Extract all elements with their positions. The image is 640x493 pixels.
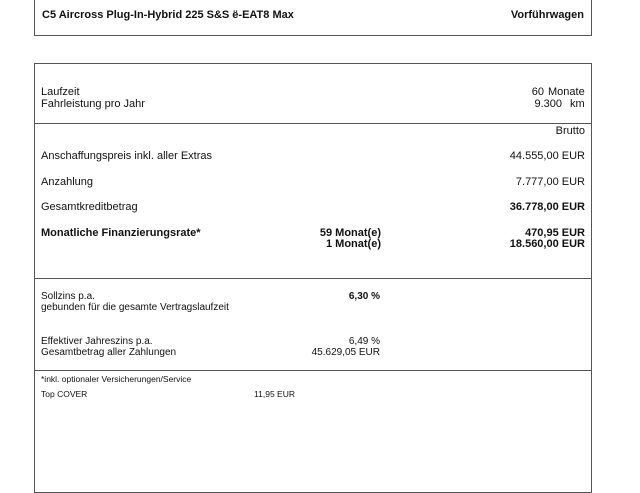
extras-item-label: Top COVER [41, 389, 88, 399]
brutto-header: Brutto [555, 125, 585, 137]
anschaffung-value: 44.555,00 EUR [509, 150, 585, 162]
gesamtbetrag-value: 45.629,05 EUR [311, 347, 380, 358]
gesamtkredit-value: 36.778,00 EUR [509, 201, 585, 213]
anzahlung-label: Anzahlung [41, 176, 93, 188]
sollzins-label: Sollzins p.a. [41, 291, 95, 302]
model-title: C5 Aircross Plug-In-Hybrid 225 S&S ë-EAT8 Max [42, 9, 294, 21]
rate-2-value: 18.560,00 EUR [509, 238, 585, 250]
fahrleistung-label: Fahrleistung pro Jahr [41, 98, 145, 110]
fahrleistung-unit: km [570, 98, 585, 110]
anschaffung-label: Anschaffungspreis inkl. aller Extras [41, 150, 212, 162]
gesamtbetrag-label: Gesamtbetrag aller Zahlungen [41, 347, 177, 358]
rate-label: Monatliche Finanzierungsrate* [41, 227, 201, 239]
divider-1 [34, 123, 592, 124]
divider-3 [34, 370, 592, 371]
rate-1-value: 470,95 EUR [525, 227, 585, 239]
rate-2-months: 1 Monat(e) [326, 238, 381, 250]
extras-item-value: 11,95 EUR [254, 389, 295, 399]
anzahlung-value: 7.777,00 EUR [515, 176, 585, 188]
effektiv-label: Effektiver Jahreszins p.a. [41, 336, 153, 347]
laufzeit-unit: Monate [548, 86, 585, 98]
laufzeit-label: Laufzeit [41, 86, 80, 98]
sollzins-note: gebunden für die gesamte Vertragslaufzeit [41, 302, 229, 313]
vehicle-status: Vorführwagen [510, 9, 584, 21]
gesamtkredit-label: Gesamtkreditbetrag [41, 201, 138, 213]
divider-2 [34, 278, 592, 279]
effektiv-value: 6,49 % [348, 336, 380, 347]
sollzins-value: 6,30 % [348, 291, 380, 302]
extras-note: *inkl. optionaler Versicherungen/Service [41, 374, 192, 384]
laufzeit-value: 60 [531, 86, 544, 98]
fahrleistung-value: 9.300 [534, 98, 562, 110]
rate-1-months: 59 Monat(e) [319, 227, 381, 239]
